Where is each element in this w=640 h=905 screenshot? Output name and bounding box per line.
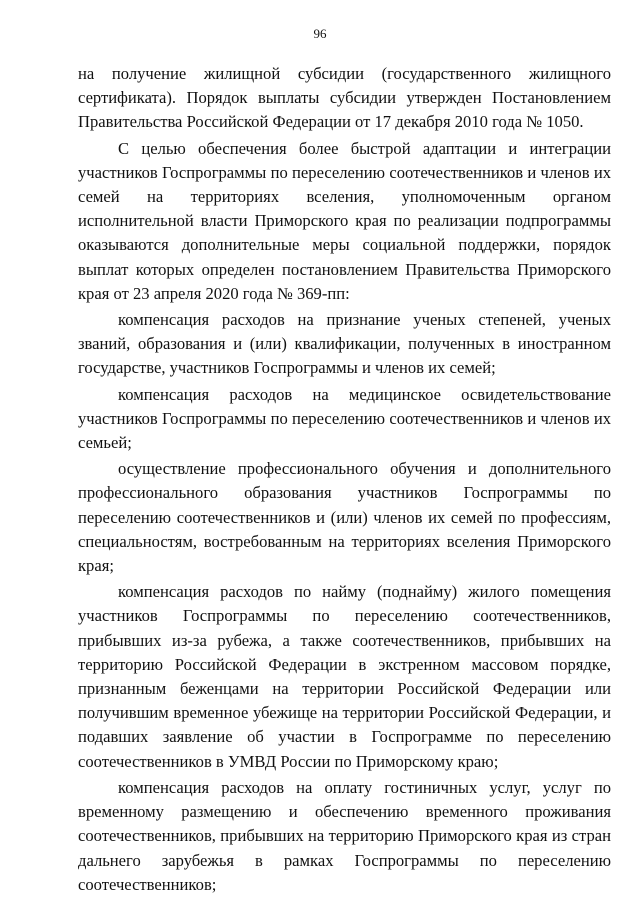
paragraph-housing-subsidy-continuation: на получение жилищной субсидии (государственного жилищного сертификата). Порядок выплаты субсидии утвержден Постановлением Правительства Российской Федерации от 17 декабря 2010 года № 1050. bbox=[78, 64, 611, 132]
list-item-degree-recognition-compensation: компенсация расходов на признание ученых степеней, ученых званий, образования и (или) квалификации, полученных в иностранном государстве, участников Госпрограммы и членов их семей; bbox=[78, 310, 611, 378]
document-body bbox=[78, 62, 611, 899]
paragraph-additional-support-measures: С целью обеспечения более быстрой адаптации и интеграции участников Госпрограммы по переселению соотечественников и членов их семей на территориях вселения, уполномоченным органом исполнительной власти Приморского края по реализации подпрограммы оказываются дополнительные меры социальной поддержки, порядок выплат которых определен постановлением Правительства Приморского края от 23 апреля 2020 года № 369-пп: bbox=[78, 138, 611, 303]
list-item-housing-rent-compensation: компенсация расходов по найму (поднайму) жилого помещения участников Госпрограммы по переселению соотечественников, прибывших из-за рубежа, а также соотечественников, прибывших на территорию Российской Федерации в экстренном массовом порядке, признанным беженцами на территории Российской Федерации или получившим временное убежище на территории Российской Федерации, и подавших заявление об участии в Госпрограмме по переселению соотечественников в УМВД России по Приморскому краю; bbox=[78, 582, 611, 771]
list-item-hotel-services-compensation: компенсация расходов на оплату гостиничных услуг, услуг по временному размещению и обеспечению временного проживания соотечественников, прибывших на территорию Приморского края из стран дальнего зарубежья в рамках Госпрограммы по переселению соотечественников; bbox=[78, 777, 611, 894]
page-number: 96 bbox=[313, 26, 327, 41]
list-item-medical-examination-compensation: компенсация расходов на медицинское освидетельствование участников Госпрограммы по переселению соотечественников и членов их семьей; bbox=[78, 384, 611, 453]
list-item-professional-training: осуществление профессионального обучения и дополнительного профессионального образования участников Госпрограммы по переселению соотечественников и (или) членов их семей по профессиям, специальностям, востребованным на территориях вселения Приморского края; bbox=[78, 459, 611, 576]
